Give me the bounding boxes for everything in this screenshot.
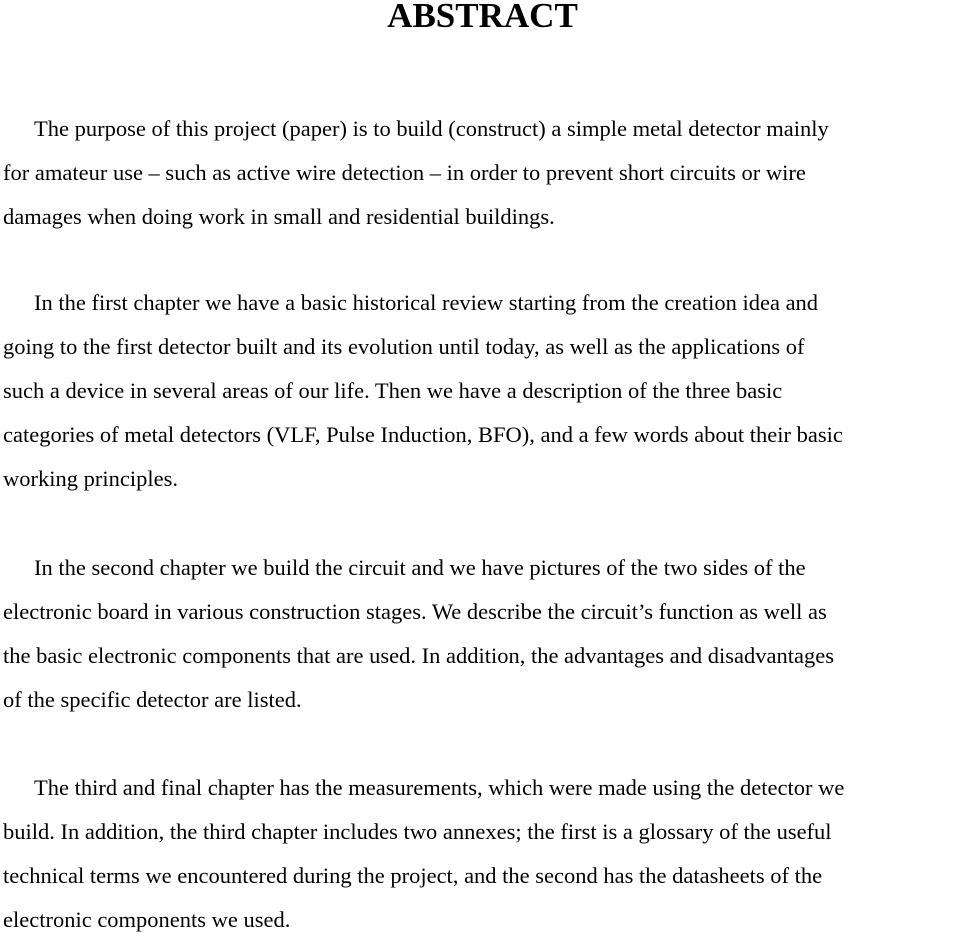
paragraph-second-chapter bbox=[3, 546, 959, 722]
text-line: electronic board in various construction stages. We describe the circuit’s function as well as bbox=[3, 599, 827, 624]
text-line: the basic electronic components that are used. In addition, the advantages and disadvantages bbox=[3, 643, 834, 668]
text-line: electronic components we used. bbox=[3, 907, 291, 932]
paragraph-purpose bbox=[3, 107, 959, 239]
text-line: The purpose of this project (paper) is to build (construct) a simple metal detector mainly bbox=[34, 116, 829, 141]
text-line: such a device in several areas of our life. Then we have a description of the three basic bbox=[3, 378, 783, 403]
paragraph-first-chapter bbox=[3, 281, 959, 501]
page-title: ABSTRACT bbox=[387, 0, 578, 35]
paragraph-third-chapter bbox=[3, 766, 959, 942]
text-line: damages when doing work in small and residential buildings. bbox=[3, 204, 555, 229]
text-line: for amateur use – such as active wire detection – in order to prevent short circuits or wire bbox=[3, 160, 806, 185]
text-line: In the second chapter we build the circuit and we have pictures of the two sides of the bbox=[34, 555, 806, 580]
text-line: In the first chapter we have a basic historical review starting from the creation idea and bbox=[34, 290, 819, 315]
text-line: of the specific detector are listed. bbox=[3, 687, 302, 712]
text-line: going to the first detector built and its evolution until today, as well as the applications of bbox=[3, 334, 805, 359]
text-line: technical terms we encountered during the project, and the second has the datasheets of the bbox=[3, 863, 823, 888]
text-line: The third and final chapter has the measurements, which were made using the detector we bbox=[34, 775, 845, 800]
text-line: categories of metal detectors (VLF, Pulse Induction, BFO), and a few words about their basic bbox=[3, 422, 843, 447]
text-line: working principles. bbox=[3, 466, 178, 491]
text-line: build. In addition, the third chapter includes two annexes; the first is a glossary of the useful bbox=[3, 819, 832, 844]
